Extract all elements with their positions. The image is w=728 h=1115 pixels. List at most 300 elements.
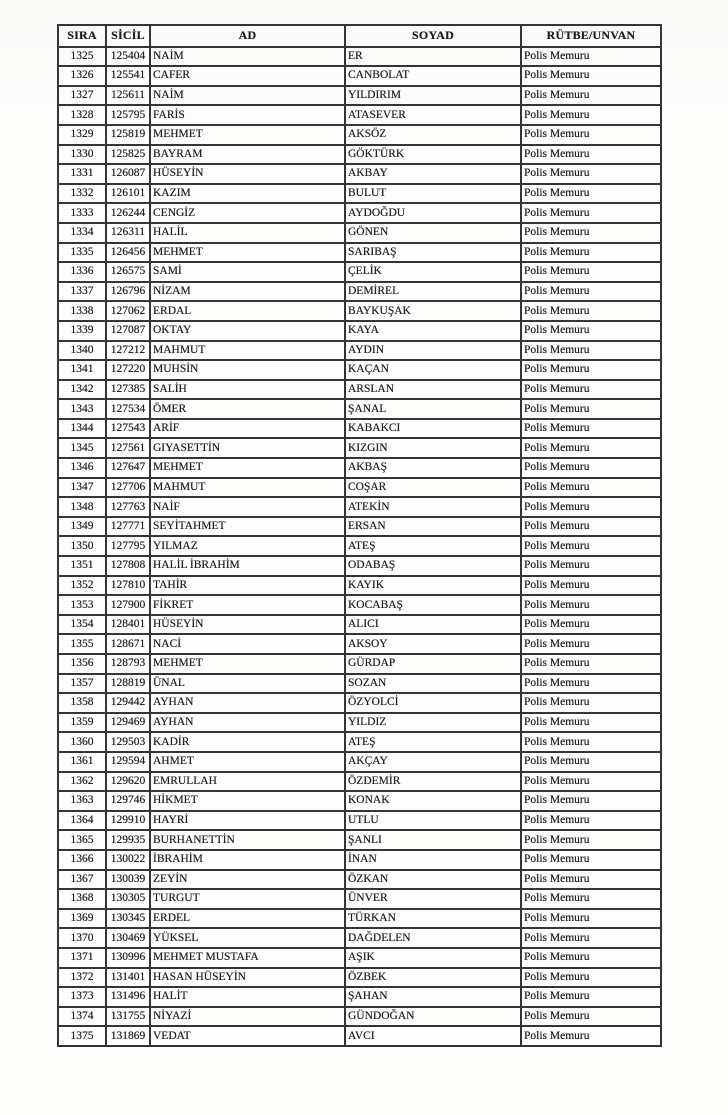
cell-sicil: 130345	[106, 909, 150, 929]
cell-sicil: 126575	[106, 262, 150, 282]
cell-ad: HÜSEYİN	[150, 164, 345, 184]
cell-rutbe: Polis Memuru	[521, 536, 661, 556]
cell-sicil: 125541	[106, 66, 150, 86]
cell-soyad: İNAN	[345, 850, 521, 870]
cell-soyad: ŞAHAN	[345, 987, 521, 1007]
cell-sicil: 127808	[106, 556, 150, 576]
table-row	[58, 243, 661, 263]
cell-sicil: 125819	[106, 125, 150, 145]
cell-soyad: SARIBAŞ	[345, 243, 521, 263]
cell-sira: 1357	[58, 674, 106, 694]
cell-soyad: UTLU	[345, 811, 521, 831]
column-header-soyad: SOYAD	[345, 25, 521, 47]
table-row	[58, 223, 661, 243]
cell-soyad: ATEŞ	[345, 732, 521, 752]
cell-rutbe: Polis Memuru	[521, 772, 661, 792]
cell-ad: SEYİTAHMET	[150, 517, 345, 537]
cell-ad: MEHMET	[150, 458, 345, 478]
cell-sira: 1329	[58, 125, 106, 145]
cell-ad: MEHMET MUSTAFA	[150, 948, 345, 968]
table-row	[58, 674, 661, 694]
cell-sira: 1365	[58, 830, 106, 850]
table-row	[58, 752, 661, 772]
cell-sira: 1367	[58, 870, 106, 890]
cell-soyad: KABAKCI	[345, 419, 521, 439]
cell-sira: 1333	[58, 203, 106, 223]
cell-ad: NAİF	[150, 497, 345, 517]
cell-soyad: KOCABAŞ	[345, 595, 521, 615]
cell-sicil: 129469	[106, 713, 150, 733]
cell-soyad: BAYKUŞAK	[345, 301, 521, 321]
cell-ad: ÜNAL	[150, 674, 345, 694]
cell-ad: YÜKSEL	[150, 928, 345, 948]
cell-rutbe: Polis Memuru	[521, 517, 661, 537]
cell-ad: HÜSEYİN	[150, 615, 345, 635]
table-row	[58, 713, 661, 733]
cell-soyad: ERSAN	[345, 517, 521, 537]
cell-sicil: 131401	[106, 968, 150, 988]
cell-sira: 1343	[58, 399, 106, 419]
cell-rutbe: Polis Memuru	[521, 164, 661, 184]
cell-ad: YILMAZ	[150, 536, 345, 556]
cell-sicil: 128401	[106, 615, 150, 635]
cell-soyad: ŞANAL	[345, 399, 521, 419]
cell-soyad: ÜNVER	[345, 889, 521, 909]
table-row	[58, 203, 661, 223]
cell-sira: 1356	[58, 654, 106, 674]
table-row	[58, 909, 661, 929]
table-row	[58, 889, 661, 909]
cell-ad: HALİL İBRAHİM	[150, 556, 345, 576]
cell-sira: 1352	[58, 576, 106, 596]
table-row	[58, 536, 661, 556]
cell-ad: ERDEL	[150, 909, 345, 929]
cell-sicil: 129935	[106, 830, 150, 850]
cell-sicil: 126087	[106, 164, 150, 184]
cell-sicil: 127561	[106, 438, 150, 458]
cell-soyad: BULUT	[345, 184, 521, 204]
table-row	[58, 693, 661, 713]
cell-rutbe: Polis Memuru	[521, 654, 661, 674]
table-row	[58, 595, 661, 615]
cell-ad: VEDAT	[150, 1026, 345, 1046]
table-row	[58, 576, 661, 596]
table-row	[58, 615, 661, 635]
cell-ad: KADİR	[150, 732, 345, 752]
cell-soyad: ÖZKAN	[345, 870, 521, 890]
cell-sicil: 127385	[106, 380, 150, 400]
cell-sicil: 129594	[106, 752, 150, 772]
cell-soyad: ODABAŞ	[345, 556, 521, 576]
cell-ad: NİYAZİ	[150, 1007, 345, 1027]
cell-rutbe: Polis Memuru	[521, 301, 661, 321]
table-row	[58, 262, 661, 282]
cell-sicil: 127810	[106, 576, 150, 596]
cell-rutbe: Polis Memuru	[521, 556, 661, 576]
cell-rutbe: Polis Memuru	[521, 243, 661, 263]
cell-soyad: AVCI	[345, 1026, 521, 1046]
cell-sira: 1346	[58, 458, 106, 478]
cell-soyad: ER	[345, 47, 521, 67]
cell-rutbe: Polis Memuru	[521, 850, 661, 870]
cell-ad: ÖMER	[150, 399, 345, 419]
cell-sicil: 127771	[106, 517, 150, 537]
cell-rutbe: Polis Memuru	[521, 752, 661, 772]
cell-sira: 1361	[58, 752, 106, 772]
cell-rutbe: Polis Memuru	[521, 458, 661, 478]
cell-rutbe: Polis Memuru	[521, 595, 661, 615]
cell-rutbe: Polis Memuru	[521, 399, 661, 419]
table-row	[58, 791, 661, 811]
cell-soyad: KAÇAN	[345, 360, 521, 380]
table-row	[58, 732, 661, 752]
cell-ad: TAHİR	[150, 576, 345, 596]
table-row	[58, 321, 661, 341]
cell-rutbe: Polis Memuru	[521, 438, 661, 458]
cell-ad: MAHMUT	[150, 478, 345, 498]
cell-soyad: AKÇAY	[345, 752, 521, 772]
cell-soyad: ARSLAN	[345, 380, 521, 400]
table-row	[58, 811, 661, 831]
cell-ad: MEHMET	[150, 654, 345, 674]
cell-ad: CENGİZ	[150, 203, 345, 223]
cell-ad: HASAN HÜSEYİN	[150, 968, 345, 988]
cell-rutbe: Polis Memuru	[521, 282, 661, 302]
cell-rutbe: Polis Memuru	[521, 968, 661, 988]
cell-sicil: 130469	[106, 928, 150, 948]
column-header-sira: SIRA	[58, 25, 106, 47]
cell-rutbe: Polis Memuru	[521, 497, 661, 517]
cell-soyad: ATASEVER	[345, 105, 521, 125]
cell-sira: 1355	[58, 634, 106, 654]
cell-soyad: YILDIZ	[345, 713, 521, 733]
cell-sira: 1372	[58, 968, 106, 988]
cell-sicil: 130022	[106, 850, 150, 870]
cell-ad: NAİM	[150, 86, 345, 106]
cell-sira: 1347	[58, 478, 106, 498]
cell-sira: 1325	[58, 47, 106, 67]
cell-sicil: 131755	[106, 1007, 150, 1027]
table-row	[58, 125, 661, 145]
cell-ad: ZEYİN	[150, 870, 345, 890]
header-row	[58, 25, 661, 47]
cell-soyad: AYDOĞDU	[345, 203, 521, 223]
table-row	[58, 556, 661, 576]
cell-rutbe: Polis Memuru	[521, 66, 661, 86]
cell-soyad: AYDIN	[345, 341, 521, 361]
cell-ad: NİZAM	[150, 282, 345, 302]
cell-rutbe: Polis Memuru	[521, 674, 661, 694]
cell-rutbe: Polis Memuru	[521, 203, 661, 223]
cell-sira: 1371	[58, 948, 106, 968]
cell-sira: 1375	[58, 1026, 106, 1046]
cell-ad: GIYASETTİN	[150, 438, 345, 458]
cell-rutbe: Polis Memuru	[521, 576, 661, 596]
cell-rutbe: Polis Memuru	[521, 223, 661, 243]
cell-sira: 1327	[58, 86, 106, 106]
cell-sicil: 127706	[106, 478, 150, 498]
cell-sicil: 127543	[106, 419, 150, 439]
table-row	[58, 1026, 661, 1046]
table-row	[58, 360, 661, 380]
cell-sicil: 128819	[106, 674, 150, 694]
cell-sicil: 128793	[106, 654, 150, 674]
cell-rutbe: Polis Memuru	[521, 732, 661, 752]
cell-rutbe: Polis Memuru	[521, 693, 661, 713]
cell-ad: MUHSİN	[150, 360, 345, 380]
cell-sicil: 128671	[106, 634, 150, 654]
cell-ad: OKTAY	[150, 321, 345, 341]
cell-soyad: COŞAR	[345, 478, 521, 498]
cell-sira: 1342	[58, 380, 106, 400]
cell-sicil: 126244	[106, 203, 150, 223]
cell-soyad: ALICI	[345, 615, 521, 635]
cell-rutbe: Polis Memuru	[521, 145, 661, 165]
table-row	[58, 517, 661, 537]
cell-sicil: 126456	[106, 243, 150, 263]
cell-rutbe: Polis Memuru	[521, 713, 661, 733]
table-row	[58, 987, 661, 1007]
cell-sicil: 127212	[106, 341, 150, 361]
cell-soyad: ŞANLI	[345, 830, 521, 850]
table-row	[58, 654, 661, 674]
cell-sicil: 125404	[106, 47, 150, 67]
cell-soyad: ÖZBEK	[345, 968, 521, 988]
table-row	[58, 1007, 661, 1027]
cell-sira: 1349	[58, 517, 106, 537]
cell-sira: 1370	[58, 928, 106, 948]
cell-rutbe: Polis Memuru	[521, 615, 661, 635]
cell-sira: 1364	[58, 811, 106, 831]
cell-rutbe: Polis Memuru	[521, 830, 661, 850]
cell-sicil: 130996	[106, 948, 150, 968]
cell-rutbe: Polis Memuru	[521, 634, 661, 654]
cell-sicil: 126101	[106, 184, 150, 204]
cell-sira: 1340	[58, 341, 106, 361]
cell-sira: 1366	[58, 850, 106, 870]
cell-sira: 1334	[58, 223, 106, 243]
cell-ad: BAYRAM	[150, 145, 345, 165]
cell-sira: 1374	[58, 1007, 106, 1027]
cell-soyad: KONAK	[345, 791, 521, 811]
cell-ad: NACİ	[150, 634, 345, 654]
cell-sira: 1350	[58, 536, 106, 556]
cell-rutbe: Polis Memuru	[521, 321, 661, 341]
cell-sicil: 127062	[106, 301, 150, 321]
table-row	[58, 341, 661, 361]
cell-sicil: 130305	[106, 889, 150, 909]
cell-sicil: 125825	[106, 145, 150, 165]
cell-sicil: 127795	[106, 536, 150, 556]
table-row	[58, 634, 661, 654]
cell-soyad: YILDIRIM	[345, 86, 521, 106]
cell-sira: 1326	[58, 66, 106, 86]
cell-sira: 1369	[58, 909, 106, 929]
cell-soyad: AŞIK	[345, 948, 521, 968]
cell-ad: AYHAN	[150, 713, 345, 733]
cell-soyad: AKSÖZ	[345, 125, 521, 145]
cell-sira: 1368	[58, 889, 106, 909]
table-row	[58, 86, 661, 106]
cell-sira: 1351	[58, 556, 106, 576]
table-row	[58, 105, 661, 125]
cell-sira: 1353	[58, 595, 106, 615]
table-row	[58, 478, 661, 498]
cell-rutbe: Polis Memuru	[521, 262, 661, 282]
column-header-sicil: SİCİL	[106, 25, 150, 47]
cell-rutbe: Polis Memuru	[521, 341, 661, 361]
cell-ad: KAZIM	[150, 184, 345, 204]
cell-ad: ERDAL	[150, 301, 345, 321]
cell-soyad: DEMİREL	[345, 282, 521, 302]
table-row	[58, 399, 661, 419]
cell-ad: AYHAN	[150, 693, 345, 713]
cell-soyad: SOZAN	[345, 674, 521, 694]
cell-ad: MEHMET	[150, 243, 345, 263]
cell-sira: 1335	[58, 243, 106, 263]
cell-rutbe: Polis Memuru	[521, 380, 661, 400]
table-row	[58, 497, 661, 517]
cell-soyad: GÖKTÜRK	[345, 145, 521, 165]
cell-ad: TURGUT	[150, 889, 345, 909]
cell-sira: 1344	[58, 419, 106, 439]
cell-rutbe: Polis Memuru	[521, 889, 661, 909]
cell-sira: 1358	[58, 693, 106, 713]
cell-sira: 1373	[58, 987, 106, 1007]
cell-sira: 1348	[58, 497, 106, 517]
cell-ad: İBRAHİM	[150, 850, 345, 870]
cell-sira: 1337	[58, 282, 106, 302]
cell-ad: HALİL	[150, 223, 345, 243]
cell-sicil: 126311	[106, 223, 150, 243]
cell-soyad: KAYA	[345, 321, 521, 341]
table-row	[58, 380, 661, 400]
cell-ad: ARİF	[150, 419, 345, 439]
cell-ad: HALİT	[150, 987, 345, 1007]
cell-soyad: ÇELİK	[345, 262, 521, 282]
cell-sira: 1359	[58, 713, 106, 733]
cell-sira: 1360	[58, 732, 106, 752]
cell-sira: 1339	[58, 321, 106, 341]
cell-soyad: AKBAŞ	[345, 458, 521, 478]
cell-ad: SALİH	[150, 380, 345, 400]
cell-sicil: 125611	[106, 86, 150, 106]
cell-rutbe: Polis Memuru	[521, 948, 661, 968]
cell-ad: SAMİ	[150, 262, 345, 282]
cell-sicil: 131869	[106, 1026, 150, 1046]
cell-sicil: 127087	[106, 321, 150, 341]
cell-rutbe: Polis Memuru	[521, 184, 661, 204]
cell-sicil: 129442	[106, 693, 150, 713]
cell-soyad: KAYIK	[345, 576, 521, 596]
table-row	[58, 968, 661, 988]
table-row	[58, 145, 661, 165]
cell-sicil: 125795	[106, 105, 150, 125]
cell-sicil: 131496	[106, 987, 150, 1007]
cell-rutbe: Polis Memuru	[521, 478, 661, 498]
table-row	[58, 301, 661, 321]
cell-rutbe: Polis Memuru	[521, 86, 661, 106]
cell-soyad: ÖZYOLCİ	[345, 693, 521, 713]
cell-sicil: 129503	[106, 732, 150, 752]
cell-rutbe: Polis Memuru	[521, 125, 661, 145]
cell-soyad: DAĞDELEN	[345, 928, 521, 948]
table-row	[58, 184, 661, 204]
cell-rutbe: Polis Memuru	[521, 419, 661, 439]
cell-sira: 1345	[58, 438, 106, 458]
cell-sicil: 129746	[106, 791, 150, 811]
cell-rutbe: Polis Memuru	[521, 987, 661, 1007]
cell-rutbe: Polis Memuru	[521, 811, 661, 831]
table-header	[58, 25, 661, 47]
cell-ad: AHMET	[150, 752, 345, 772]
cell-ad: HAYRİ	[150, 811, 345, 831]
cell-ad: FİKRET	[150, 595, 345, 615]
cell-rutbe: Polis Memuru	[521, 791, 661, 811]
cell-rutbe: Polis Memuru	[521, 1026, 661, 1046]
cell-soyad: ÖZDEMİR	[345, 772, 521, 792]
cell-sicil: 127534	[106, 399, 150, 419]
cell-soyad: AKBAY	[345, 164, 521, 184]
cell-sicil: 127647	[106, 458, 150, 478]
cell-rutbe: Polis Memuru	[521, 909, 661, 929]
cell-sicil: 127763	[106, 497, 150, 517]
cell-ad: MAHMUT	[150, 341, 345, 361]
cell-sira: 1328	[58, 105, 106, 125]
cell-soyad: TÜRKAN	[345, 909, 521, 929]
column-header-rutbe: RÜTBE/UNVAN	[521, 25, 661, 47]
cell-sira: 1354	[58, 615, 106, 635]
table-row	[58, 830, 661, 850]
cell-ad: NAİM	[150, 47, 345, 67]
table-row	[58, 948, 661, 968]
cell-sira: 1331	[58, 164, 106, 184]
cell-ad: CAFER	[150, 66, 345, 86]
personnel-table	[57, 24, 662, 1047]
cell-soyad: KIZGIN	[345, 438, 521, 458]
table-row	[58, 928, 661, 948]
cell-sira: 1363	[58, 791, 106, 811]
cell-rutbe: Polis Memuru	[521, 870, 661, 890]
cell-sicil: 126796	[106, 282, 150, 302]
cell-sicil: 129620	[106, 772, 150, 792]
cell-rutbe: Polis Memuru	[521, 1007, 661, 1027]
cell-rutbe: Polis Memuru	[521, 105, 661, 125]
table-row	[58, 772, 661, 792]
cell-soyad: CANBOLAT	[345, 66, 521, 86]
cell-rutbe: Polis Memuru	[521, 47, 661, 67]
cell-sira: 1330	[58, 145, 106, 165]
table-row	[58, 870, 661, 890]
cell-ad: HİKMET	[150, 791, 345, 811]
table-row	[58, 47, 661, 67]
cell-soyad: GÜRDAP	[345, 654, 521, 674]
cell-soyad: ATEKİN	[345, 497, 521, 517]
cell-rutbe: Polis Memuru	[521, 360, 661, 380]
cell-sicil: 129910	[106, 811, 150, 831]
table-row	[58, 438, 661, 458]
cell-rutbe: Polis Memuru	[521, 928, 661, 948]
cell-sira: 1362	[58, 772, 106, 792]
cell-ad: EMRULLAH	[150, 772, 345, 792]
cell-sicil: 127900	[106, 595, 150, 615]
cell-soyad: AKSOY	[345, 634, 521, 654]
table-row	[58, 164, 661, 184]
cell-ad: FARİS	[150, 105, 345, 125]
cell-ad: BURHANETTİN	[150, 830, 345, 850]
cell-sira: 1338	[58, 301, 106, 321]
table-row	[58, 458, 661, 478]
